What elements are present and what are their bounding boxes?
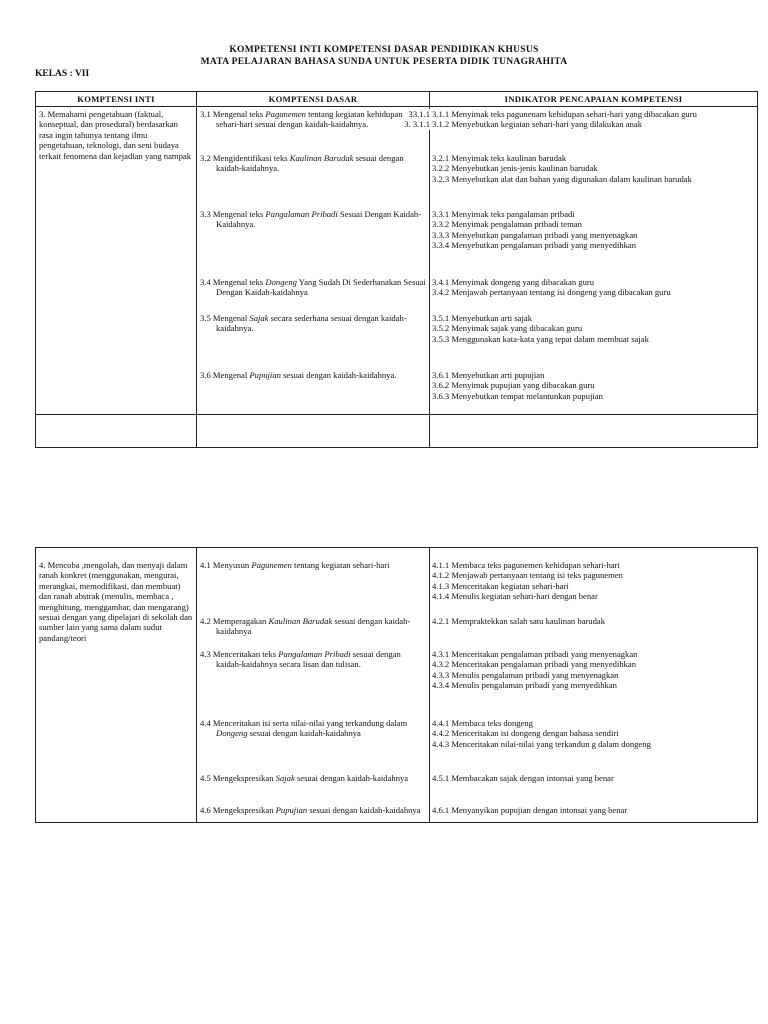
kd-item [200, 649, 426, 670]
kd-overflow-number: 3. 3.1.1 [404, 119, 430, 130]
kd-text: Mengenal [212, 313, 250, 323]
kd-text-term: Pangalaman Pribadi [278, 649, 351, 659]
kd-item [200, 773, 426, 783]
indikator-item: 3.2.1 Menyimak teks kaulinan barudak [432, 153, 567, 163]
ki-cell [36, 548, 197, 823]
indikator-group [432, 649, 755, 691]
kelas-label: KELAS : VII [35, 69, 90, 79]
kd-text: Mengenal [212, 370, 250, 380]
empty-cell [430, 415, 758, 448]
kd-text: Mengekspresikan [212, 773, 276, 783]
indikator-group [432, 370, 755, 401]
kd-text: Mengenal teks [212, 109, 266, 119]
indikator-cell [430, 548, 758, 823]
indikator-item: 4.3.1 Menceritakan pengalaman pribadi yang menyenagkan [432, 649, 638, 659]
kd-cell [197, 107, 430, 415]
competency-table-ki3 [35, 91, 758, 448]
kd-item [200, 560, 426, 570]
kd-item [200, 109, 430, 130]
indikator-item: 4.5.1 Membacakan sajak dengan intonsai yang benar [432, 773, 614, 783]
kd-text-term: Pangalaman Pribadi [265, 209, 338, 219]
kd-number: 4.1 [200, 560, 213, 570]
kd-text: Mengenal teks [212, 209, 266, 219]
kd-number: 3.4 [200, 277, 213, 287]
kd-text: tentang kegiatan sehari-hari [291, 560, 390, 570]
header-indikator: INDIKATOR PENCAPAIAN KOMPETENSI [430, 92, 758, 107]
indikator-group [432, 153, 755, 184]
kd-text: Menyusun [212, 560, 252, 570]
indikator-item: 3.5.3 Menggunakan kata-kata yang tepat dalam membuat sajak [432, 333, 649, 344]
kd-text: sesuai dengan kaidah-kaidahnya. [280, 370, 397, 380]
indikator-item: 3.3.1 Menyimak teks pangalaman pribadi [432, 209, 575, 219]
kd-item [200, 370, 426, 380]
empty-cell [36, 415, 197, 448]
kd-text: sesuai dengan kaidah-kaidahnya secara lisan dan tulisan. [216, 649, 401, 670]
kd-number: 4.6 [200, 805, 213, 815]
indikator-group [432, 209, 755, 251]
indikator-item: 3.5.2 Menyimak sajak yang dibacakan guru [432, 323, 583, 334]
kd-number: 3.3 [200, 209, 213, 219]
kd-item [200, 805, 426, 815]
indikator-item: 4.1.4 Menulis kegiatan sehari-hari dengan benar [432, 591, 598, 602]
kd-text: secara sederhana sesuai dengan kaidah-kaidahnya. [216, 313, 407, 334]
kd-number: 4.5 [200, 773, 213, 783]
kd-number: 4.4 [200, 718, 213, 728]
empty-cell [197, 415, 430, 448]
kd-text: Menceritakan teks [212, 649, 279, 659]
table-row [36, 107, 758, 415]
kd-text-term: Kaulinan Barudak [268, 616, 333, 626]
indikator-item: 4.3.4 Menulis pengalaman pribadi yang menyedihkan [432, 680, 617, 691]
kd-text-term: Pupujian [275, 805, 308, 815]
indikator-item: 4.1.3 Menceritakan kegiatan sehari-hari [432, 580, 569, 591]
kd-text: Mengenal teks [212, 277, 266, 287]
indikator-group [432, 805, 755, 815]
indikator-item: 3.6.1 Menyebutkan arti pupujian [432, 370, 545, 380]
document-title-line2: MATA PELAJARAN BAHASA SUNDA UNTUK PESERTA DIDIK TUNAGRAHITA [200, 57, 568, 67]
indikator-item: 3.3.4 Menyebutkan pengalaman pribadi yang menyedihkan [432, 240, 637, 251]
table-row-empty [36, 415, 758, 448]
indikator-item: 3.4.2 Menjawab pertanyaan tentang isi dongeng yang dibacakan guru [432, 287, 671, 298]
ki-cell [36, 107, 197, 415]
indikator-item: 4.3.3 Menulis pengalaman pribadi yang menyenagkan [432, 669, 619, 680]
indikator-item: 4.2.1 Mempraktekkan salah satu kaulinan barudak [432, 616, 606, 626]
kd-text: Mengidentifikasi teks [212, 153, 290, 163]
indikator-item: 3.6.3 Menyebutkan tempat melantunkan pupujian [432, 390, 603, 401]
kd-text: tentang kegiatan kehidupan sehari-hari sesuai dengan kaidah-kaidahnya. [216, 109, 403, 130]
indikator-item: 3.3.2 Menyimak pengalaman pribadi teman [432, 219, 582, 230]
indikator-item: 3.1.2 Menyebutkan kegiatan sehari-hari yang dilakukan anak [432, 119, 642, 130]
kd-text: sesuai dengan kaidah-kaidahnya [247, 728, 361, 739]
indikator-item: 3.2.2 Menyebutkan jenis-jenis kaulinan barudak [432, 163, 598, 174]
kd-text: Sesuai Dengan Kaidah-Kaidahnya. [216, 209, 422, 230]
indikator-group [432, 109, 755, 130]
indikator-cell [430, 107, 758, 415]
kd-text-term: Kaulinan Barudak [289, 153, 354, 163]
indikator-group [432, 718, 755, 749]
kd-text: Memperagakan [212, 616, 269, 626]
kd-text-term: Sajak [249, 313, 269, 323]
kd-text-term: Pupujian [249, 370, 281, 380]
ki-text: 3. Memahami pengetahuan (faktual, konseptual, dan prosedural) berdasarkan rasa ingin tahunya tentang ilmu pengetahuan, teknologi, dan seni budaya terkait fenomena dan kejadian yang nampak [39, 109, 191, 161]
kd-text: Mengekspresikan [212, 805, 276, 815]
kd-text: sesuai dengan kaidah-kaidahnya. [216, 153, 404, 174]
kd-overflow-number: 33.1.1 [408, 109, 430, 119]
indikator-item: 3.6.2 Menyimak pupujian yang dibacakan guru [432, 380, 595, 391]
indikator-item: 4.3.2 Menceritakan pengalaman pribadi yang menyedihkan [432, 659, 637, 670]
kd-item [200, 277, 426, 298]
kd-item [200, 209, 426, 230]
indikator-item: 4.4.2 Menceritakan isi dongeng dengan bahasa sendiri [432, 728, 619, 739]
kd-item [200, 313, 426, 334]
indikator-item: 4.1.2 Menjawab pertanyaan tentang isi teks pagunemen [432, 570, 623, 581]
indikator-item: 3.1.1 Menyimak teks pagunenam kehidupan sehari-hari yang dibacakan guru [432, 109, 697, 119]
indikator-group [432, 773, 755, 783]
ki-text: 4. Mencoba ,mengolah, dan menyaji dalam ranah konkret (menggunakan, mengurai, merangkai, memodifikasi, dan membuat) dan ranah abstrak (menulis, membaca , menghitung, menggambar, dan mengarang) sesuai dengan yang dipelajari di sekolah dan sumber lain yang sama dalam sudut pandang/teori [39, 560, 193, 643]
kd-text-term: Dongeng [265, 277, 297, 287]
kd-text: Menceritakan isi serta nilai-nilai yang terkandung dalam [212, 718, 408, 728]
indikator-group [432, 313, 755, 344]
indikator-group [432, 616, 755, 626]
kd-text-term: Sajak [275, 773, 295, 783]
kd-text: sesuai dengan kaidah-kaidahnya [307, 805, 421, 815]
kd-cell [197, 548, 430, 823]
indikator-group [432, 560, 755, 602]
kd-number: 4.3 [200, 649, 213, 659]
kd-item [200, 718, 426, 739]
indikator-item: 3.5.1 Menyebutkan arti sajak [432, 313, 532, 323]
kd-item [200, 616, 426, 637]
indikator-item: 3.4.1 Menyimak dongeng yang dibacakan guru [432, 277, 595, 287]
indikator-item: 4.1.1 Membaca teks pagunemen kehidupan sehari-hari [432, 560, 620, 570]
table-header-row [36, 92, 758, 107]
header-komptensi-inti: KOMPTENSI INTI [36, 92, 197, 107]
kd-text-term: Pagunemen [251, 560, 292, 570]
kd-text: sesuai dengan kaidah-kaidahnya [216, 616, 411, 637]
kd-text-term: Dongeng [216, 728, 248, 739]
kd-number: 3.2 [200, 153, 213, 163]
kd-item [200, 153, 426, 174]
table-row [36, 548, 758, 823]
kd-number: 3.6 [200, 370, 213, 380]
competency-table-ki4 [35, 547, 758, 823]
indikator-group [432, 277, 755, 298]
indikator-item: 4.4.1 Membaca teks dongeng [432, 718, 533, 728]
indikator-item: 3.2.3 Menyebutkan alat dan bahan yang digunakan dalam kaulinan barudak [432, 173, 692, 184]
indikator-item: 4.4.3 Menceritakan nilai-nilai yang terkandun g dalam dongeng [432, 738, 651, 749]
header-komptensi-dasar: KOMPTENSI DASAR [197, 92, 430, 107]
kd-text-term: Pagunemen [265, 109, 306, 119]
indikator-item: 4.6.1 Menyanyikan pupujian dengan intonsai yang benar [432, 805, 628, 815]
indikator-item: 3.3.3 Menyebutkan pangalaman pribadi yang menyenagkan [432, 229, 638, 240]
document-title-line1: KOMPETENSI INTI KOMPETENSI DASAR PENDIDIKAN KHUSUS [229, 45, 539, 55]
kd-text: Yang Sudah Di Sederhanakan Sesuai Dengan Kaidah-kaidahnya [216, 277, 426, 298]
kd-number: 4.2 [200, 616, 213, 626]
kd-text: sesuai dengan kaidah-kaidahnya [294, 773, 409, 783]
kd-number: 3.1 [200, 109, 213, 119]
kd-number: 3.5 [200, 313, 213, 323]
